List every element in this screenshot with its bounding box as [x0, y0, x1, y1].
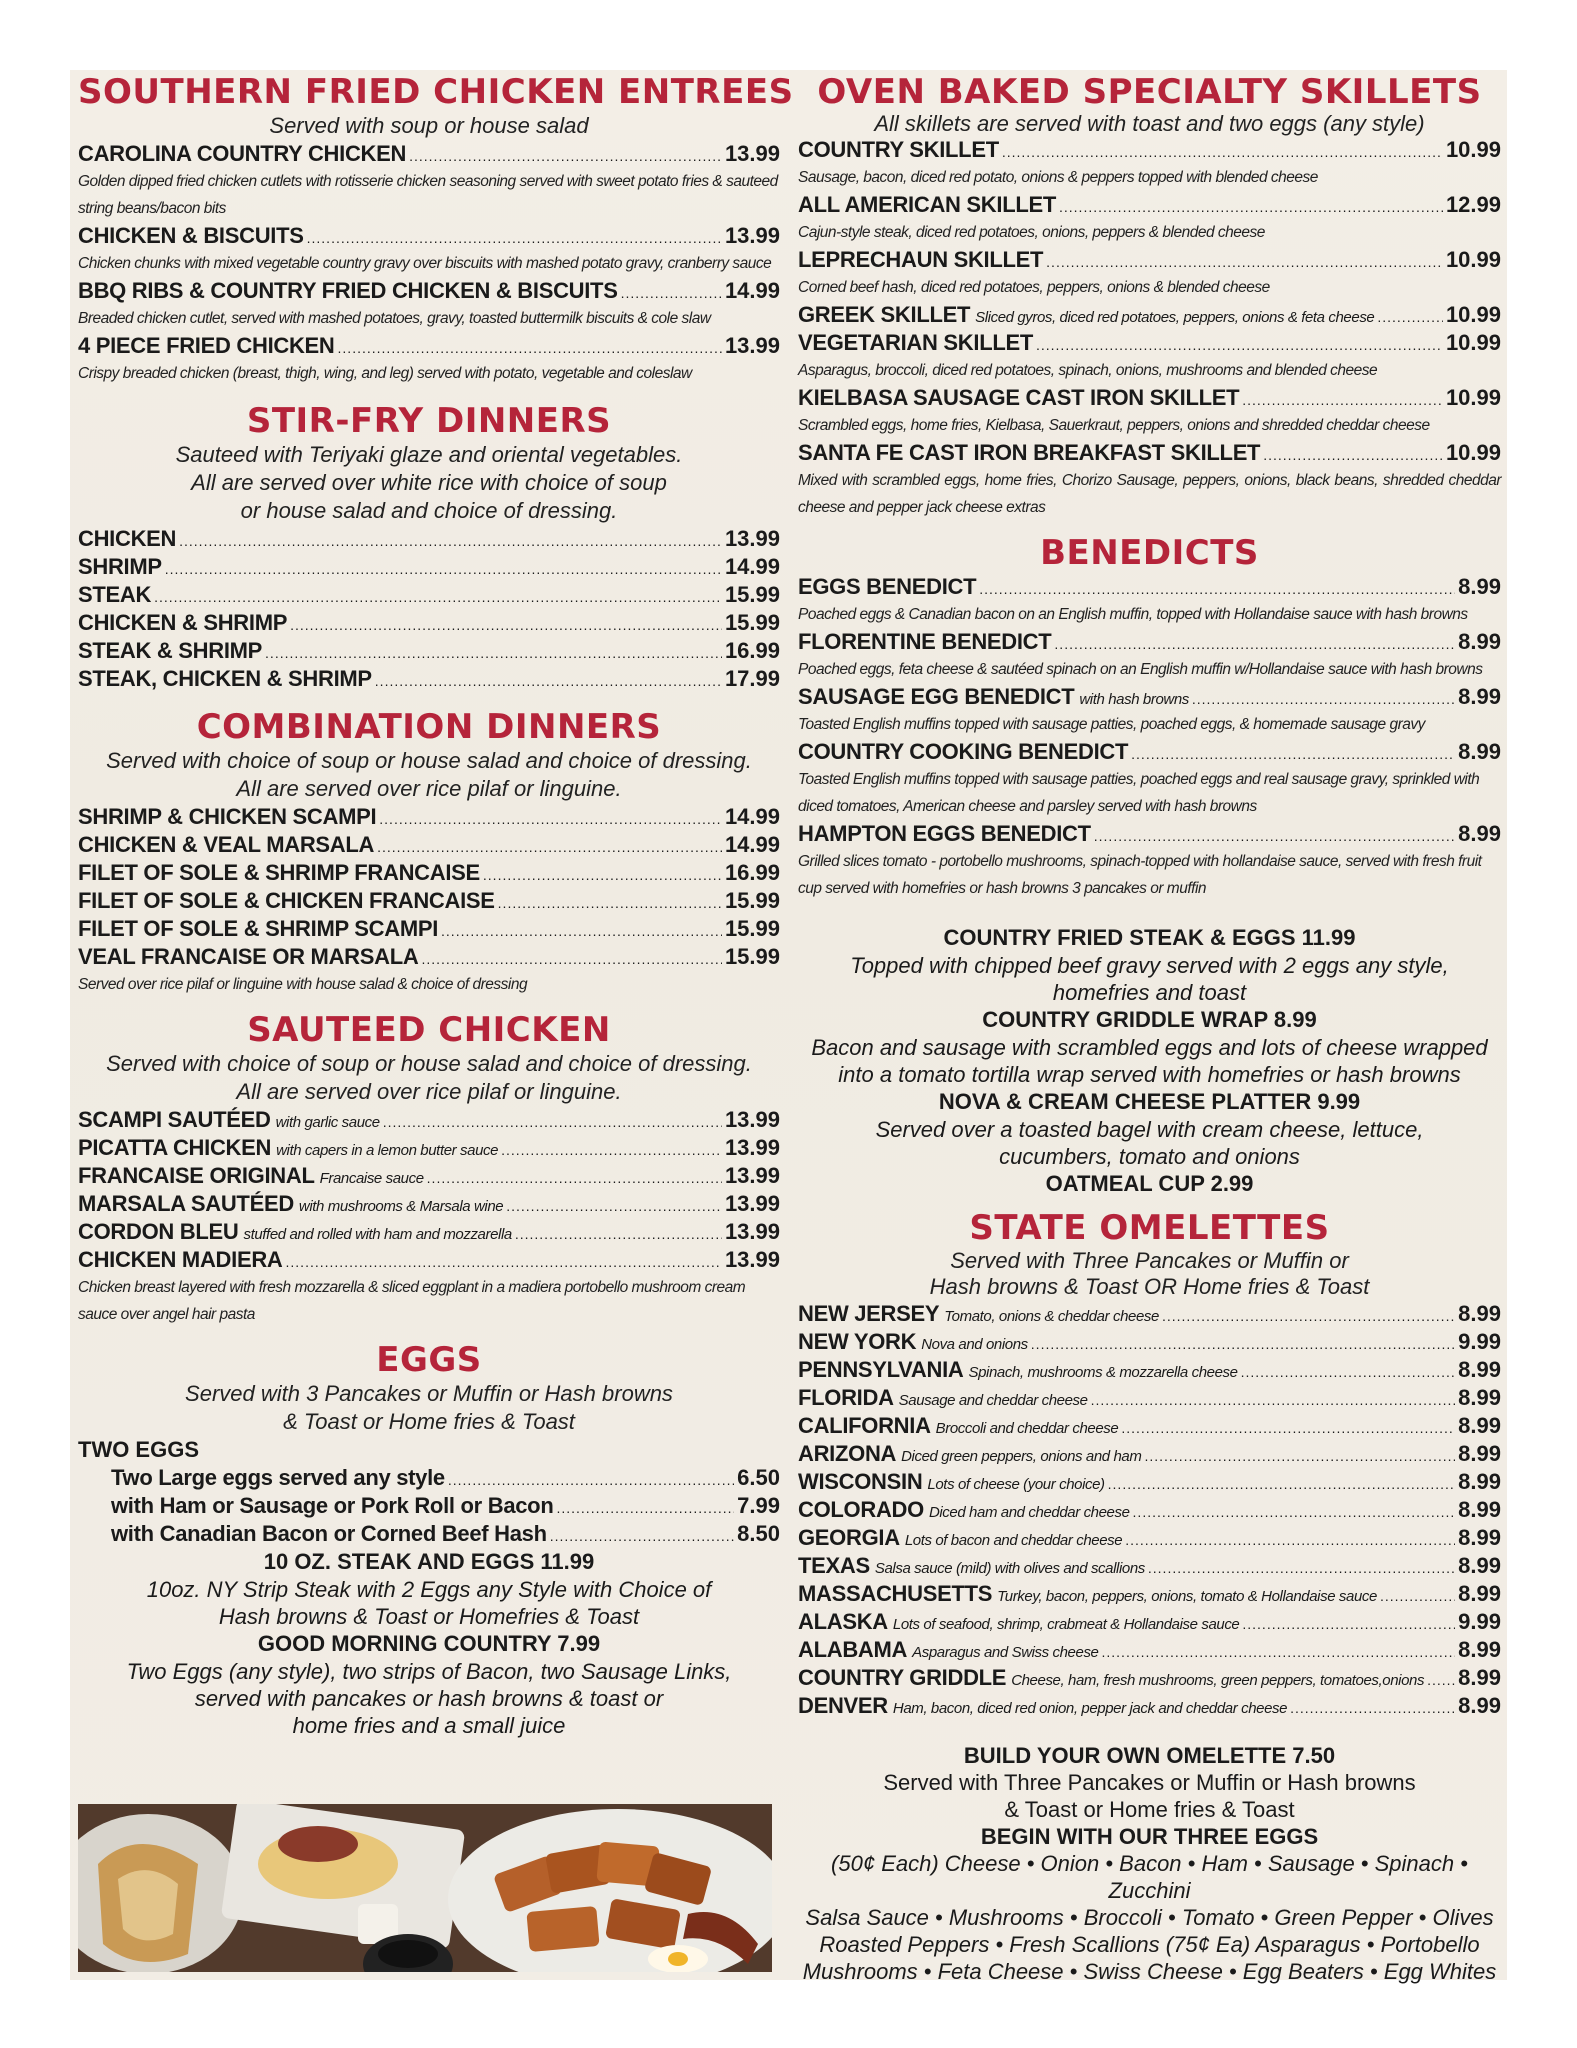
specials-section — [798, 924, 1501, 1198]
item-name: CORDON BLEU — [78, 1219, 239, 1244]
section-footnote: Chicken breast layered with fresh mozzarella & sliced eggplant in a madiera portobello mushroom cream sauce over angel hair pasta — [78, 1279, 746, 1323]
section-subtitle: Served with soup or house salad — [269, 113, 589, 138]
item-name: CALIFORNIA — [798, 1413, 931, 1438]
menu-item — [78, 609, 780, 637]
item-name: SHRIMP & CHICKEN SCAMPI — [78, 804, 377, 829]
item-description: Scrambled eggs, home fries, Kielbasa, Sauerkraut, peppers, onions and shredded cheddar cheese — [798, 417, 1430, 434]
menu-panel — [70, 70, 1507, 1984]
item-note: with capers in a lemon butter sauce — [276, 1142, 499, 1159]
item-name: COLORADO — [798, 1497, 924, 1522]
item-price: 8.99 — [1458, 739, 1501, 764]
item-name: 4 PIECE FRIED CHICKEN — [78, 333, 335, 358]
item-note: with garlic sauce — [275, 1114, 380, 1131]
menu-item — [78, 803, 780, 831]
item-price: 8.99 — [1458, 1665, 1501, 1690]
menu-item — [78, 1162, 780, 1190]
item-name: GREEK SKILLET — [798, 302, 971, 327]
item-price: 8.99 — [1458, 574, 1501, 599]
item-price: 8.99 — [1458, 1357, 1501, 1382]
build-options: Roasted Peppers • Fresh Scallions (75¢ Ea) Asparagus • Portobello — [819, 1932, 1480, 1957]
item-note: Ham, bacon, diced red onion, pepper jack and cheddar cheese — [892, 1700, 1288, 1717]
build-desc: Served with Three Pancakes or Muffin or Hash browns — [883, 1770, 1416, 1795]
item-name: TEXAS — [798, 1553, 870, 1578]
special-desc: Bacon and sausage with scrambled eggs and lots of cheese wrapped — [811, 1035, 1488, 1060]
item-price: 12.99 — [1445, 192, 1501, 217]
menu-item — [78, 665, 780, 693]
item-note: Sliced gyros, diced red potatoes, peppers, onions & feta cheese — [975, 309, 1375, 326]
item-name: GEORGIA — [798, 1525, 900, 1550]
item-price: 10.99 — [1445, 330, 1501, 355]
item-price: 13.99 — [724, 1247, 780, 1272]
item-name: CHICKEN & BISCUITS — [78, 223, 304, 248]
item-name: KIELBASA SAUSAGE CAST IRON SKILLET — [798, 385, 1240, 410]
item-name: SANTA FE CAST IRON BREAKFAST SKILLET — [798, 440, 1261, 465]
item-price: 10.99 — [1445, 247, 1501, 272]
item-price: 8.99 — [1458, 684, 1501, 709]
section-title: BENEDICTS — [1040, 533, 1259, 573]
item-description: Corned beef hash, diced red potatoes, peppers, onions & blended cheese — [798, 279, 1270, 296]
menu-item — [798, 1524, 1501, 1552]
item-description: Sausage, bacon, diced red potato, onions & peppers topped with blended cheese — [798, 169, 1318, 186]
item-name: VEGETARIAN SKILLET — [798, 330, 1033, 355]
item-price: 10.99 — [1445, 440, 1501, 465]
menu-item — [78, 222, 780, 250]
build-title: BUILD YOUR OWN OMELETTE 7.50 — [963, 1743, 1336, 1768]
item-name: STEAK & SHRIMP — [78, 638, 263, 663]
menu-item — [798, 1440, 1501, 1468]
section-subtitle: Hash browns & Toast OR Home fries & Toast — [929, 1274, 1370, 1299]
item-price: 14.99 — [724, 554, 780, 579]
menu-item — [798, 738, 1501, 766]
section-title: COMBINATION DINNERS — [196, 707, 662, 747]
item-price: 15.99 — [724, 610, 780, 635]
menu-item — [798, 1664, 1501, 1692]
skillets-section — [798, 70, 1501, 521]
item-name: CHICKEN & SHRIMP — [78, 610, 288, 635]
item-name: SHRIMP — [78, 554, 162, 579]
menu-item — [78, 1520, 780, 1548]
item-price: 8.99 — [1458, 1525, 1501, 1550]
item-name: FLORIDA — [798, 1385, 894, 1410]
item-price: 14.99 — [724, 804, 780, 829]
section-subtitle: Served with 3 Pancakes or Muffin or Hash browns — [185, 1381, 673, 1406]
item-price: 8.99 — [1458, 1413, 1501, 1438]
item-description: Toasted English muffins topped with sausage patties, poached eggs and real sausage gravy, sprinkled with diced tomatoes, American cheese and parsley served with hash browns — [798, 771, 1480, 815]
item-name: BBQ RIBS & COUNTRY FRIED CHICKEN & BISCUITS — [78, 278, 618, 303]
special-title: COUNTRY FRIED STEAK & EGGS 11.99 — [943, 925, 1356, 950]
menu-item — [78, 1464, 780, 1492]
item-name: SCAMPI SAUTÉED — [78, 1107, 271, 1132]
item-name: STEAK, CHICKEN & SHRIMP — [78, 666, 372, 691]
build-begin: BEGIN WITH OUR THREE EGGS — [980, 1824, 1319, 1849]
item-price: 7.99 — [737, 1493, 780, 1518]
item-name: with Canadian Bacon or Corned Beef Hash — [111, 1521, 547, 1546]
menu-item — [798, 683, 1501, 711]
item-price: 8.99 — [1458, 1301, 1501, 1326]
item-name: Two Large eggs served any style — [111, 1465, 445, 1490]
menu-item — [798, 1300, 1501, 1328]
item-price: 13.99 — [724, 223, 780, 248]
item-price: 8.99 — [1458, 1385, 1501, 1410]
menu-item — [78, 581, 780, 609]
menu-item — [798, 136, 1501, 164]
section-subtitle: All skillets are served with toast and two eggs (any style) — [874, 111, 1425, 136]
menu-item — [78, 831, 780, 859]
item-name: MASSACHUSETTS — [798, 1581, 993, 1606]
menu-item — [798, 820, 1501, 848]
sauteed-section — [78, 1010, 780, 1328]
item-price: 9.99 — [1458, 1609, 1501, 1634]
special-desc: Topped with chipped beef gravy served with 2 eggs any style, — [850, 953, 1449, 978]
item-description: Crispy breaded chicken (breast, thigh, wing, and leg) served with potato, vegetable and coleslaw — [78, 365, 692, 382]
item-name: SAUSAGE EGG BENEDICT — [798, 684, 1075, 709]
item-price: 13.99 — [724, 141, 780, 166]
item-description: Poached eggs & Canadian bacon on an English muffin, topped with Hollandaise sauce with hash browns — [798, 606, 1468, 623]
item-name: ALL AMERICAN SKILLET — [798, 192, 1056, 217]
item-price: 16.99 — [724, 638, 780, 663]
item-note: Francaise sauce — [319, 1170, 424, 1187]
item-description: Breaded chicken cutlet, served with mashed potatoes, gravy, toasted buttermilk biscuits & cole slaw — [78, 310, 711, 327]
item-price: 17.99 — [724, 666, 780, 691]
section-subtitle: All are served over white rice with choice of soup — [191, 470, 667, 495]
item-name: ALABAMA — [798, 1637, 908, 1662]
item-price: 15.99 — [724, 888, 780, 913]
item-name: ALASKA — [798, 1609, 888, 1634]
item-name: STEAK — [78, 582, 152, 607]
item-name: with Ham or Sausage or Pork Roll or Bacon — [111, 1493, 554, 1518]
item-price: 8.99 — [1458, 821, 1501, 846]
item-name: COUNTRY COOKING BENEDICT — [798, 739, 1129, 764]
item-name: PENNSYLVANIA — [798, 1357, 964, 1382]
item-price: 8.99 — [1458, 629, 1501, 654]
item-description: Asparagus, broccoli, diced red potatoes, spinach, onions, mushrooms and blended cheese — [798, 362, 1378, 379]
good-morning-title: GOOD MORNING COUNTRY 7.99 — [257, 1631, 601, 1656]
item-note: Cheese, ham, fresh mushrooms, green peppers, tomatoes,onions — [1011, 1672, 1425, 1689]
item-note: with mushrooms & Marsala wine — [298, 1198, 504, 1215]
build-options: Salsa Sauce • Mushrooms • Broccoli • Tomato • Green Pepper • Olives — [805, 1905, 1494, 1930]
item-price: 13.99 — [724, 1163, 780, 1188]
menu-item — [798, 1636, 1501, 1664]
right-column — [798, 70, 1501, 1985]
item-price: 8.99 — [1458, 1497, 1501, 1522]
item-note: Broccoli and cheddar cheese — [935, 1420, 1119, 1437]
section-subtitle: All are served over rice pilaf or linguine. — [236, 1079, 622, 1104]
item-description: Poached eggs, feta cheese & sautéed spinach on an English muffin w/Hollandaise sauce with hash browns — [798, 661, 1483, 678]
section-title: STATE OMELETTES — [969, 1208, 1330, 1248]
item-price: 8.50 — [737, 1521, 780, 1546]
item-name: NEW JERSEY — [798, 1301, 940, 1326]
item-note: Lots of bacon and cheddar cheese — [904, 1532, 1123, 1549]
item-note: Lots of seafood, shrimp, crabmeat & Hollandaise sauce — [892, 1616, 1240, 1633]
build-desc: & Toast or Home fries & Toast — [1004, 1797, 1295, 1822]
item-note: Diced green peppers, onions and ham — [901, 1448, 1142, 1465]
item-note: Asparagus and Swiss cheese — [912, 1644, 1099, 1661]
item-name: WISCONSIN — [798, 1469, 923, 1494]
menu-item — [78, 637, 780, 665]
item-price: 15.99 — [724, 944, 780, 969]
build-omelette-section — [798, 1742, 1501, 1985]
section-subtitle: or house salad and choice of dressing. — [240, 498, 618, 523]
steak-eggs-desc: 10oz. NY Strip Steak with 2 Eggs any Style with Choice of — [146, 1577, 712, 1602]
menu-item — [798, 301, 1501, 329]
menu-item — [798, 1328, 1501, 1356]
menu-item — [798, 1608, 1501, 1636]
benedicts-section — [798, 533, 1501, 902]
item-name: PICATTA CHICKEN — [78, 1135, 272, 1160]
item-note: stuffed and rolled with ham and mozzarella — [243, 1226, 512, 1243]
menu-item — [798, 1468, 1501, 1496]
item-price: 13.99 — [724, 1219, 780, 1244]
item-note: Sausage and cheddar cheese — [898, 1392, 1088, 1409]
item-name: LEPRECHAUN SKILLET — [798, 247, 1044, 272]
item-price: 8.99 — [1458, 1469, 1501, 1494]
item-description: Toasted English muffins topped with sausage patties, poached eggs, & homemade sausage gravy — [798, 716, 1425, 733]
menu-item — [78, 1218, 780, 1246]
item-name: MARSALA SAUTÉED — [78, 1191, 294, 1216]
menu-item — [798, 1692, 1501, 1720]
item-price: 8.99 — [1458, 1581, 1501, 1606]
menu-item — [798, 1384, 1501, 1412]
section-subtitle: Served with choice of soup or house salad and choice of dressing. — [106, 1051, 752, 1076]
section-subtitle: All are served over rice pilaf or linguine. — [236, 776, 622, 801]
item-name: CHICKEN & VEAL MARSALA — [78, 832, 375, 857]
item-price: 6.50 — [737, 1465, 780, 1490]
item-name: EGGS BENEDICT — [798, 574, 977, 599]
build-options: Mushrooms • Feta Cheese • Swiss Cheese • Egg Beaters • Egg Whites — [802, 1959, 1497, 1984]
item-name: HAMPTON EGGS BENEDICT — [798, 821, 1091, 846]
item-price: 8.99 — [1458, 1637, 1501, 1662]
good-morning-desc: served with pancakes or hash browns & toast or — [194, 1686, 664, 1711]
item-name: COUNTRY SKILLET — [798, 137, 999, 162]
item-note: Turkey, bacon, peppers, onions, tomato & Hollandaise sauce — [997, 1588, 1377, 1605]
item-price: 13.99 — [724, 526, 780, 551]
item-name: NEW YORK — [798, 1329, 917, 1354]
item-name: FILET OF SOLE & CHICKEN FRANCAISE — [78, 888, 495, 913]
item-price: 15.99 — [724, 582, 780, 607]
item-price: 14.99 — [724, 278, 780, 303]
special-title: NOVA & CREAM CHEESE PLATTER 9.99 — [938, 1089, 1361, 1114]
menu-item — [78, 332, 780, 360]
item-name: FRANCAISE ORIGINAL — [78, 1163, 315, 1188]
item-note: Nova and onions — [921, 1336, 1028, 1353]
menu-item — [78, 140, 780, 168]
item-description: Golden dipped fried chicken cutlets with rotisserie chicken seasoning served with sweet potato fries & sauteed string beans/bacon bits — [78, 173, 778, 217]
item-price: 8.99 — [1458, 1693, 1501, 1718]
special-title: COUNTRY GRIDDLE WRAP 8.99 — [982, 1007, 1317, 1032]
item-name: FILET OF SOLE & SHRIMP FRANCAISE — [78, 860, 480, 885]
section-footnote: Served over rice pilaf or linguine with house salad & choice of dressing — [78, 976, 528, 993]
menu-item — [78, 553, 780, 581]
menu-item — [798, 1580, 1501, 1608]
section-title: OVEN BAKED SPECIALTY SKILLETS — [817, 72, 1482, 112]
section-subtitle: Served with choice of soup or house salad and choice of dressing. — [106, 748, 752, 773]
item-note: Salsa sauce (mild) with olives and scallions — [874, 1560, 1145, 1577]
menu-item — [78, 1190, 780, 1218]
menu-item — [78, 525, 780, 553]
item-price: 13.99 — [724, 333, 780, 358]
section-title: SOUTHERN FRIED CHICKEN ENTREES — [78, 72, 794, 112]
menu-item — [78, 1134, 780, 1162]
menu-item — [78, 887, 780, 915]
item-name: COUNTRY GRIDDLE — [798, 1665, 1007, 1690]
steak-eggs-desc: Hash browns & Toast or Homefries & Toast — [218, 1604, 640, 1629]
item-price: 10.99 — [1445, 385, 1501, 410]
menu-item — [78, 1106, 780, 1134]
item-name: DENVER — [798, 1693, 888, 1718]
item-price: 8.99 — [1458, 1441, 1501, 1466]
stirfry-section — [78, 401, 780, 693]
menu-item — [798, 191, 1501, 219]
menu-item — [798, 384, 1501, 412]
left-column — [78, 70, 794, 1739]
menu-item — [798, 329, 1501, 357]
southern-section — [78, 70, 794, 387]
menu-item — [798, 1552, 1501, 1580]
menu-item — [78, 1246, 780, 1274]
item-price: 14.99 — [724, 832, 780, 857]
item-note: Tomato, onions & cheddar cheese — [944, 1308, 1159, 1325]
item-name: CAROLINA COUNTRY CHICKEN — [78, 141, 407, 166]
menu-item — [78, 915, 780, 943]
item-price: 13.99 — [724, 1107, 780, 1132]
item-description: Cajun-style steak, diced red potatoes, onions, peppers & blended cheese — [798, 224, 1265, 241]
section-title: SAUTEED CHICKEN — [247, 1010, 611, 1050]
item-price: 15.99 — [724, 916, 780, 941]
item-price: 10.99 — [1445, 302, 1501, 327]
special-desc: cucumbers, tomato and onions — [999, 1144, 1300, 1169]
combination-section — [78, 707, 780, 998]
menu-item — [798, 246, 1501, 274]
food-photo — [78, 1804, 772, 1972]
good-morning-desc: Two Eggs (any style), two strips of Bacon, two Sausage Links, — [126, 1659, 732, 1684]
special-desc: into a tomato tortilla wrap served with homefries or hash browns — [838, 1062, 1461, 1087]
eggs-section — [78, 1340, 780, 1739]
section-title: STIR-FRY DINNERS — [246, 401, 612, 441]
item-name: ARIZONA — [798, 1441, 897, 1466]
menu-item — [798, 628, 1501, 656]
item-price: 16.99 — [724, 860, 780, 885]
item-note: Diced ham and cheddar cheese — [928, 1504, 1130, 1521]
menu-item — [798, 1412, 1501, 1440]
item-note: Spinach, mushrooms & mozzarella cheese — [968, 1364, 1238, 1381]
section-title: EGGS — [376, 1340, 482, 1380]
section-subtitle: Served with Three Pancakes or Muffin or — [950, 1248, 1349, 1273]
menu-item — [78, 277, 780, 305]
two-eggs-heading: TWO EGGS — [78, 1437, 199, 1462]
special-desc: homefries and toast — [1052, 980, 1247, 1005]
item-price: 8.99 — [1458, 1553, 1501, 1578]
item-description: Mixed with scrambled eggs, home fries, Chorizo Sausage, peppers, onions, black beans, shredded cheddar cheese and pepper jack cheese extras — [798, 472, 1501, 516]
section-subtitle: & Toast or Home fries & Toast — [283, 1409, 575, 1434]
item-name: VEAL FRANCAISE OR MARSALA — [78, 944, 419, 969]
build-options: (50¢ Each) Cheese • Onion • Bacon • Ham • Sausage • Spinach • Zucchini — [831, 1851, 1468, 1903]
menu-item — [78, 859, 780, 887]
item-price: 13.99 — [724, 1135, 780, 1160]
item-note: with hash browns — [1079, 691, 1189, 708]
item-name: FILET OF SOLE & SHRIMP SCAMPI — [78, 916, 439, 941]
item-description: Chicken chunks with mixed vegetable country gravy over biscuits with mashed potato gravy, cranberry sauce — [78, 255, 772, 272]
menu-item — [798, 1496, 1501, 1524]
good-morning-desc: home fries and a small juice — [292, 1713, 566, 1738]
item-name: CHICKEN MADIERA — [78, 1247, 283, 1272]
omelettes-section — [798, 1208, 1501, 1720]
item-price: 13.99 — [724, 1191, 780, 1216]
menu-item — [78, 943, 780, 971]
item-description: Grilled slices tomato - portobello mushrooms, spinach-topped with hollandaise sauce, served with fresh fruit cup served with homefries or hash browns 3 pancakes or muffin — [798, 853, 1482, 897]
item-price: 9.99 — [1458, 1329, 1501, 1354]
item-name: FLORENTINE BENEDICT — [798, 629, 1052, 654]
section-subtitle: Sauteed with Teriyaki glaze and oriental vegetables. — [175, 442, 683, 467]
special-title: OATMEAL CUP 2.99 — [1045, 1171, 1254, 1196]
menu-item — [798, 573, 1501, 601]
item-note: Lots of cheese (your choice) — [927, 1476, 1105, 1493]
menu-item — [78, 1492, 780, 1520]
menu-item — [798, 1356, 1501, 1384]
item-price: 10.99 — [1445, 137, 1501, 162]
menu-item — [798, 439, 1501, 467]
steak-eggs-title: 10 OZ. STEAK AND EGGS 11.99 — [263, 1549, 595, 1574]
item-name: CHICKEN — [78, 526, 177, 551]
special-desc: Served over a toasted bagel with cream cheese, lettuce, — [875, 1117, 1424, 1142]
